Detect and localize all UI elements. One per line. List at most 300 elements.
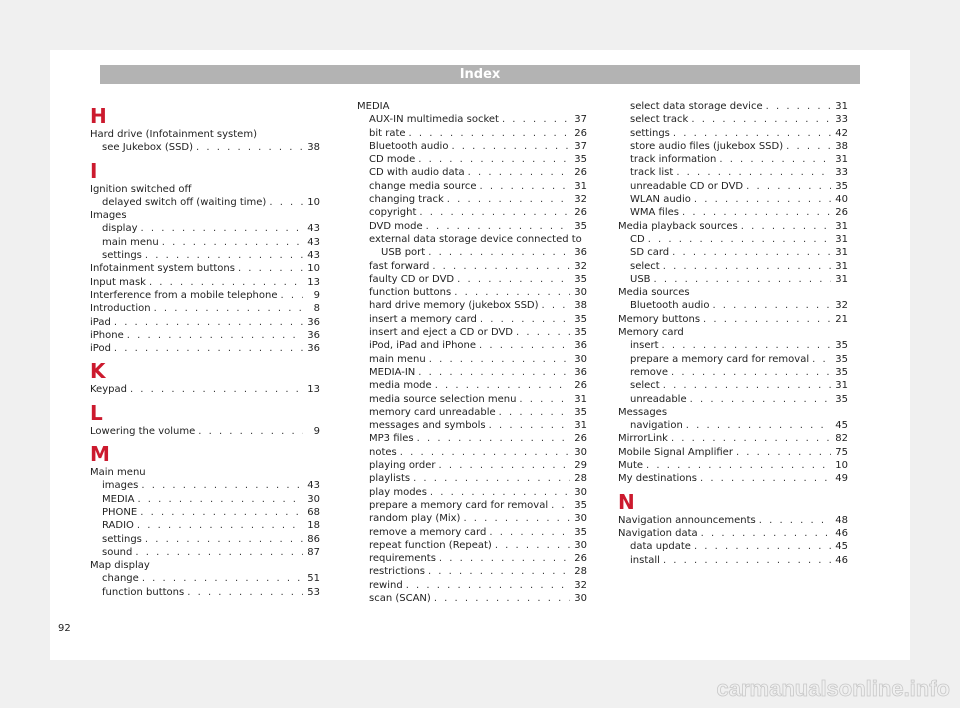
entry-text: change media source bbox=[369, 180, 477, 192]
entry-page-number: 32 bbox=[574, 260, 587, 272]
index-entry bbox=[357, 273, 587, 286]
entry-text: USB port bbox=[381, 247, 426, 259]
index-entry bbox=[90, 329, 320, 342]
entry-text: playlists bbox=[369, 473, 411, 485]
index-entry bbox=[90, 466, 320, 479]
index-entry bbox=[618, 393, 848, 406]
entry-text: settings bbox=[102, 250, 142, 262]
dot-leader bbox=[694, 193, 831, 206]
entry-text: Mute bbox=[618, 460, 644, 472]
dot-leader bbox=[812, 353, 831, 366]
index-entry bbox=[357, 166, 587, 179]
entry-text: select bbox=[630, 260, 660, 272]
index-entry bbox=[618, 313, 848, 326]
dot-leader bbox=[671, 432, 831, 445]
index-entry bbox=[618, 127, 848, 140]
entry-page-number: 31 bbox=[574, 420, 587, 432]
entry-page-number: 43 bbox=[307, 480, 320, 492]
entry-text: Messages bbox=[618, 406, 668, 418]
dot-leader bbox=[701, 527, 831, 540]
dot-leader bbox=[479, 339, 570, 352]
dot-leader bbox=[663, 554, 831, 567]
entry-text: navigation bbox=[630, 420, 683, 432]
dot-leader bbox=[662, 339, 831, 352]
index-entry bbox=[357, 140, 587, 153]
entry-page-number: 53 bbox=[307, 586, 320, 598]
entry-page-number: 37 bbox=[574, 140, 587, 152]
dot-leader bbox=[409, 127, 570, 140]
entry-text: Ignition switched off bbox=[90, 183, 192, 195]
entry-text: Lowering the volume bbox=[90, 425, 196, 437]
entry-page-number: 35 bbox=[574, 273, 587, 285]
index-entry bbox=[618, 260, 848, 273]
entry-page-number: 36 bbox=[574, 247, 587, 259]
entry-page-number: 35 bbox=[574, 327, 587, 339]
entry-text: store audio files (jukebox SSD) bbox=[630, 140, 784, 152]
index-column-3 bbox=[618, 100, 848, 567]
index-entry bbox=[357, 127, 587, 140]
index-entry bbox=[357, 592, 587, 605]
dot-leader bbox=[154, 302, 303, 315]
dot-leader bbox=[432, 260, 570, 273]
dot-leader bbox=[406, 579, 570, 592]
entry-text: WMA files bbox=[630, 207, 679, 219]
entry-page-number: 35 bbox=[835, 340, 848, 352]
index-entry bbox=[618, 180, 848, 193]
manual-page bbox=[50, 50, 910, 660]
entry-text: MP3 files bbox=[369, 433, 414, 445]
dot-leader bbox=[502, 113, 570, 126]
entry-page-number: 33 bbox=[835, 167, 848, 179]
dot-leader bbox=[281, 289, 303, 302]
index-entry bbox=[618, 353, 848, 366]
dot-leader bbox=[434, 592, 570, 605]
index-entry bbox=[357, 512, 587, 525]
entry-text: hard drive memory (jukebox SSD) bbox=[369, 300, 539, 312]
index-entry bbox=[357, 339, 587, 352]
entry-page-number: 30 bbox=[574, 539, 587, 551]
entry-page-number: 30 bbox=[307, 493, 320, 505]
dot-leader bbox=[700, 472, 831, 485]
index-entry bbox=[90, 533, 320, 546]
index-entry bbox=[357, 326, 587, 339]
entry-page-number: 49 bbox=[835, 473, 848, 485]
entry-page-number: 45 bbox=[835, 420, 848, 432]
index-entry bbox=[90, 342, 320, 355]
index-entry bbox=[90, 425, 320, 438]
entry-text: Memory buttons bbox=[618, 313, 701, 325]
entry-page-number: 31 bbox=[835, 233, 848, 245]
index-entry bbox=[90, 209, 320, 222]
dot-leader bbox=[480, 180, 570, 193]
entry-text: CD with audio data bbox=[369, 167, 465, 179]
dot-leader bbox=[712, 299, 831, 312]
entry-text: external data storage device connected to bbox=[369, 233, 582, 245]
entry-page-number: 9 bbox=[313, 289, 320, 301]
entry-text: Navigation announcements bbox=[618, 514, 756, 526]
entry-text: function buttons bbox=[102, 586, 185, 598]
index-entry bbox=[357, 432, 587, 445]
dot-leader bbox=[786, 140, 831, 153]
entry-text: SD card bbox=[630, 247, 670, 259]
entry-text: memory card unreadable bbox=[369, 406, 496, 418]
index-entry bbox=[90, 222, 320, 235]
entry-page-number: 68 bbox=[307, 506, 320, 518]
entry-page-number: 35 bbox=[574, 406, 587, 418]
index-entry bbox=[90, 586, 320, 599]
entry-page-number: 9 bbox=[313, 425, 320, 437]
dot-leader bbox=[137, 519, 303, 532]
entry-text: main menu bbox=[102, 236, 159, 248]
dot-leader bbox=[430, 486, 570, 499]
dot-leader bbox=[686, 419, 831, 432]
entry-text: track information bbox=[630, 154, 717, 166]
index-letter: M bbox=[90, 442, 110, 467]
entry-page-number: 37 bbox=[574, 114, 587, 126]
entry-page-number: 26 bbox=[574, 207, 587, 219]
entry-text: Mobile Signal Amplifier bbox=[618, 446, 733, 458]
entry-text: CD mode bbox=[369, 154, 416, 166]
entry-text: Memory card bbox=[618, 327, 684, 339]
entry-text: unreadable CD or DVD bbox=[630, 180, 744, 192]
index-entry bbox=[357, 100, 587, 113]
index-entry bbox=[90, 128, 320, 141]
entry-text: main menu bbox=[369, 353, 426, 365]
page-header: Index bbox=[100, 65, 860, 84]
index-letter: N bbox=[618, 489, 635, 514]
entry-page-number: 31 bbox=[835, 273, 848, 285]
entry-text: display bbox=[102, 223, 138, 235]
entry-text: copyright bbox=[369, 207, 417, 219]
index-entry bbox=[90, 383, 320, 396]
dot-leader bbox=[135, 546, 303, 559]
index-entry bbox=[618, 554, 848, 567]
entry-text: see Jukebox (SSD) bbox=[102, 142, 194, 154]
dot-leader bbox=[499, 406, 570, 419]
entry-page-number: 10 bbox=[307, 263, 320, 275]
dot-leader bbox=[676, 166, 831, 179]
dot-leader bbox=[130, 383, 303, 396]
dot-leader bbox=[489, 419, 570, 432]
entry-text: USB bbox=[630, 273, 651, 285]
entry-text: Introduction bbox=[90, 303, 151, 315]
entry-text: delayed switch off (waiting time) bbox=[102, 196, 267, 208]
entry-text: changing track bbox=[369, 194, 444, 206]
entry-text: Media sources bbox=[618, 287, 690, 299]
index-entry bbox=[357, 419, 587, 432]
entry-page-number: 46 bbox=[835, 554, 848, 566]
entry-page-number: 21 bbox=[835, 313, 848, 325]
dot-leader bbox=[766, 100, 831, 113]
index-entry bbox=[618, 286, 848, 299]
dot-leader bbox=[418, 153, 570, 166]
index-entry bbox=[357, 379, 587, 392]
dot-leader bbox=[690, 393, 831, 406]
entry-page-number: 26 bbox=[574, 167, 587, 179]
entry-text: Map display bbox=[90, 560, 150, 572]
dot-leader bbox=[682, 206, 831, 219]
index-entry bbox=[618, 326, 848, 339]
entry-page-number: 35 bbox=[835, 366, 848, 378]
index-entry bbox=[618, 514, 848, 527]
entry-page-number: 26 bbox=[574, 433, 587, 445]
entry-text: insert a memory card bbox=[369, 313, 477, 325]
dot-leader bbox=[269, 196, 303, 209]
dot-leader bbox=[435, 379, 570, 392]
index-entry bbox=[618, 459, 848, 472]
dot-leader bbox=[426, 220, 570, 233]
entry-text: fast forward bbox=[369, 260, 430, 272]
entry-page-number: 86 bbox=[307, 533, 320, 545]
index-entry bbox=[357, 206, 587, 219]
entry-text: My destinations bbox=[618, 473, 697, 485]
index-entry bbox=[357, 459, 587, 472]
entry-page-number: 31 bbox=[835, 154, 848, 166]
index-entry bbox=[618, 246, 848, 259]
index-entry bbox=[618, 100, 848, 113]
index-entry bbox=[357, 552, 587, 565]
index-entry bbox=[90, 316, 320, 329]
dot-leader bbox=[463, 512, 570, 525]
dot-leader bbox=[654, 273, 831, 286]
entry-text: WLAN audio bbox=[630, 194, 691, 206]
dot-leader bbox=[428, 565, 570, 578]
entry-page-number: 36 bbox=[574, 340, 587, 352]
entry-page-number: 31 bbox=[835, 101, 848, 112]
entry-page-number: 35 bbox=[574, 313, 587, 325]
entry-text: play modes bbox=[369, 486, 427, 498]
index-entry bbox=[357, 486, 587, 499]
index-entry bbox=[618, 166, 848, 179]
index-entry bbox=[357, 393, 587, 406]
dot-leader bbox=[736, 446, 831, 459]
entry-page-number: 31 bbox=[835, 220, 848, 232]
dot-leader bbox=[142, 572, 303, 585]
entry-text: Hard drive (Infotainment system) bbox=[90, 129, 257, 140]
index-entry bbox=[90, 196, 320, 209]
index-entry bbox=[90, 236, 320, 249]
entry-text: notes bbox=[369, 446, 397, 458]
entry-text: AUX-IN multimedia socket bbox=[369, 114, 499, 126]
entry-page-number: 35 bbox=[574, 220, 587, 232]
entry-page-number: 45 bbox=[835, 541, 848, 553]
entry-page-number: 43 bbox=[307, 223, 320, 235]
entry-text: settings bbox=[102, 533, 142, 545]
entry-text: prepare a memory card for removal bbox=[630, 353, 810, 365]
index-column-2 bbox=[357, 100, 587, 605]
entry-text: PHONE bbox=[102, 506, 138, 518]
entry-text: Keypad bbox=[90, 384, 127, 396]
entry-page-number: 75 bbox=[835, 446, 848, 458]
entry-text: track list bbox=[630, 167, 674, 179]
entry-text: iPhone bbox=[90, 329, 124, 341]
entry-text: unreadable bbox=[630, 393, 687, 405]
entry-page-number: 8 bbox=[313, 303, 320, 315]
watermark-logo bbox=[700, 664, 960, 708]
index-entry bbox=[618, 339, 848, 352]
entry-text: insert bbox=[630, 340, 659, 352]
dot-leader bbox=[671, 366, 831, 379]
entry-page-number: 48 bbox=[835, 514, 848, 526]
entry-page-number: 18 bbox=[307, 520, 320, 532]
entry-page-number: 26 bbox=[574, 380, 587, 392]
entry-text: Input mask bbox=[90, 276, 146, 288]
dot-leader bbox=[691, 113, 831, 126]
index-entry bbox=[357, 406, 587, 419]
dot-leader bbox=[648, 233, 831, 246]
entry-text: DVD mode bbox=[369, 220, 423, 232]
dot-leader bbox=[454, 286, 570, 299]
entry-page-number: 26 bbox=[835, 207, 848, 219]
index-entry bbox=[90, 493, 320, 506]
entry-text: MirrorLink bbox=[618, 433, 668, 445]
entry-page-number: 43 bbox=[307, 236, 320, 248]
entry-page-number: 30 bbox=[574, 353, 587, 365]
dot-leader bbox=[417, 432, 570, 445]
entry-page-number: 31 bbox=[574, 180, 587, 192]
index-entry bbox=[357, 565, 587, 578]
dot-leader bbox=[140, 506, 303, 519]
dot-leader bbox=[141, 479, 303, 492]
dot-leader bbox=[439, 552, 570, 565]
dot-leader bbox=[451, 140, 570, 153]
entry-text: media mode bbox=[369, 380, 432, 392]
entry-page-number: 46 bbox=[835, 527, 848, 539]
index-entry bbox=[618, 233, 848, 246]
dot-leader bbox=[468, 166, 570, 179]
dot-leader bbox=[663, 379, 831, 392]
entry-page-number: 35 bbox=[835, 353, 848, 365]
index-entry bbox=[357, 180, 587, 193]
entry-text: playing order bbox=[369, 460, 436, 472]
dot-leader bbox=[516, 326, 570, 339]
entry-text: change bbox=[102, 573, 139, 585]
index-entry bbox=[618, 419, 848, 432]
index-entry bbox=[90, 183, 320, 196]
entry-text: media source selection menu bbox=[369, 393, 517, 405]
entry-text: prepare a memory card for removal bbox=[369, 499, 549, 511]
dot-leader bbox=[646, 459, 831, 472]
dot-leader bbox=[480, 313, 570, 326]
entry-page-number: 31 bbox=[574, 393, 587, 405]
entry-text: messages and symbols bbox=[369, 420, 486, 432]
index-entry bbox=[618, 140, 848, 153]
entry-page-number: 30 bbox=[574, 592, 587, 604]
entry-page-number: 51 bbox=[307, 573, 320, 585]
index-entry bbox=[90, 262, 320, 275]
entry-page-number: 13 bbox=[307, 276, 320, 288]
index-entry bbox=[90, 572, 320, 585]
entry-text: restrictions bbox=[369, 566, 425, 578]
entry-page-number: 26 bbox=[574, 127, 587, 139]
dot-leader bbox=[447, 193, 570, 206]
index-entry bbox=[618, 206, 848, 219]
index-entry bbox=[90, 289, 320, 302]
dot-leader bbox=[457, 273, 570, 286]
dot-leader bbox=[663, 260, 831, 273]
dot-leader bbox=[196, 141, 303, 154]
entry-page-number: 33 bbox=[835, 114, 848, 126]
entry-page-number: 32 bbox=[574, 579, 587, 591]
index-entry bbox=[618, 153, 848, 166]
entry-page-number: 30 bbox=[574, 446, 587, 458]
entry-page-number: 38 bbox=[574, 300, 587, 312]
dot-leader bbox=[542, 299, 570, 312]
entry-text: bit rate bbox=[369, 127, 406, 139]
index-entry bbox=[357, 499, 587, 512]
index-entry bbox=[90, 302, 320, 315]
index-entry bbox=[90, 276, 320, 289]
index-entry bbox=[618, 406, 848, 419]
index-entry bbox=[357, 472, 587, 485]
entry-page-number: 38 bbox=[307, 142, 320, 154]
entry-text: Images bbox=[90, 210, 127, 222]
entry-page-number: 32 bbox=[835, 300, 848, 312]
dot-leader bbox=[672, 246, 831, 259]
entry-page-number: 35 bbox=[574, 526, 587, 538]
entry-text: install bbox=[630, 554, 660, 566]
entry-text: select data storage device bbox=[630, 101, 763, 112]
entry-text: sound bbox=[102, 546, 133, 558]
dot-leader bbox=[429, 353, 570, 366]
dot-leader bbox=[114, 342, 303, 355]
entry-page-number: 31 bbox=[835, 260, 848, 272]
index-entry bbox=[618, 299, 848, 312]
dot-leader bbox=[746, 180, 831, 193]
index-letter: K bbox=[90, 359, 106, 384]
entry-text: CD bbox=[630, 233, 645, 245]
entry-text: random play (Mix) bbox=[369, 513, 461, 525]
entry-page-number: 10 bbox=[307, 196, 320, 208]
entry-page-number: 35 bbox=[835, 180, 848, 192]
index-entry bbox=[90, 546, 320, 559]
entry-page-number: 32 bbox=[574, 194, 587, 206]
dot-leader bbox=[489, 526, 570, 539]
entry-text: Media playback sources bbox=[618, 220, 738, 232]
index-entry bbox=[618, 220, 848, 233]
entry-text: function buttons bbox=[369, 287, 452, 299]
entry-page-number: 36 bbox=[307, 343, 320, 355]
entry-text: remove a memory card bbox=[369, 526, 487, 538]
index-entry bbox=[357, 220, 587, 233]
index-entry bbox=[357, 193, 587, 206]
entry-text: images bbox=[102, 480, 139, 492]
entry-page-number: 28 bbox=[574, 566, 587, 578]
entry-page-number: 42 bbox=[835, 127, 848, 139]
entry-page-number: 30 bbox=[574, 287, 587, 299]
dot-leader bbox=[145, 249, 303, 262]
dot-leader bbox=[519, 393, 570, 406]
entry-text: scan (SCAN) bbox=[369, 592, 431, 604]
entry-text: faulty CD or DVD bbox=[369, 273, 455, 285]
entry-page-number: 36 bbox=[574, 366, 587, 378]
entry-page-number: 31 bbox=[835, 247, 848, 259]
entry-page-number: 30 bbox=[574, 486, 587, 498]
entry-text: remove bbox=[630, 366, 668, 378]
entry-text: Interference from a mobile telephone bbox=[90, 289, 278, 301]
entry-text: select bbox=[630, 380, 660, 392]
index-entry bbox=[618, 527, 848, 540]
entry-page-number: 30 bbox=[574, 513, 587, 525]
entry-text: MEDIA bbox=[357, 101, 390, 112]
entry-text: requirements bbox=[369, 553, 436, 565]
dot-leader bbox=[694, 540, 831, 553]
entry-page-number: 28 bbox=[574, 473, 587, 485]
dot-leader bbox=[400, 446, 570, 459]
dot-leader bbox=[703, 313, 831, 326]
index-entry bbox=[618, 446, 848, 459]
index-entry bbox=[357, 113, 587, 126]
